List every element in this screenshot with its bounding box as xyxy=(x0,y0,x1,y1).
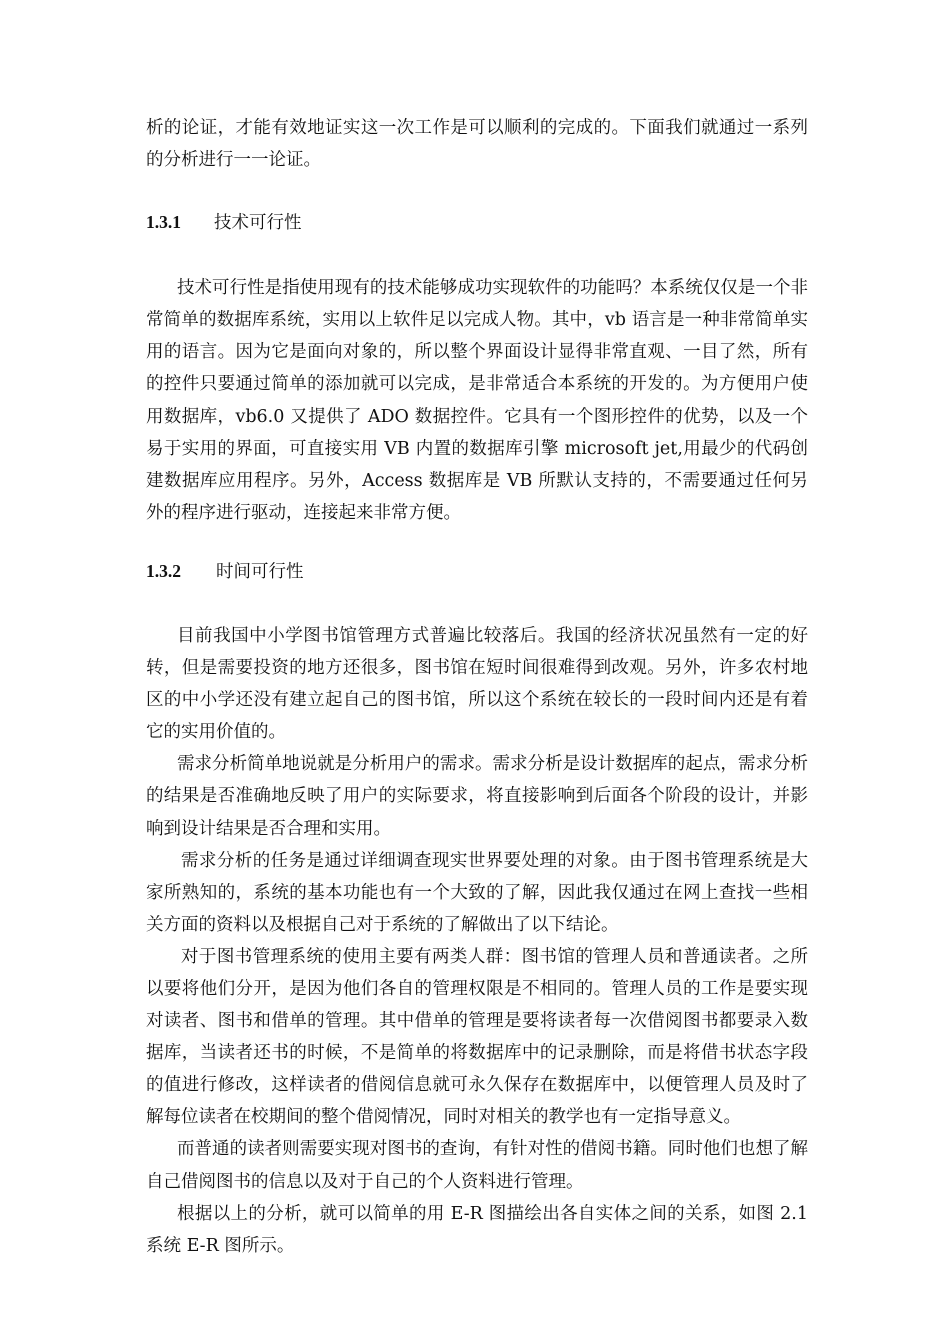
er-diagram-paragraph: 根据以上的分析，就可以简单的用 E-R 图描绘出各自实体之间的关系，如图 2.1 系统 E-R 图所示。 xyxy=(146,1203,808,1256)
document-page xyxy=(146,112,808,1262)
section-number: 1.3.2 xyxy=(146,560,181,581)
section-title: 技术可行性 xyxy=(214,213,302,234)
user-groups-paragraph: 对于图书管理系统的使用主要有两类人群：图书馆的管理人员和普通读者。之所以要将他们分开，是因为他们各自的管理权限是不相同的。管理人员的工作是要实现对读者、图书和借单的管理。其中借单的管理是要将读者每一次借阅图书都要录入数据库，当读者还书的时候，不是简单的将数据库中的记录删除，而是将借书状态字段的值进行修改，这样读者的借阅信息就可永久保存在数据库中，以便管理人员及时了解每位读者在校期间的整个借阅情况，同时对相关的教学也有一定指导意义。 xyxy=(146,946,808,1128)
section-title: 时间可行性 xyxy=(216,561,304,582)
reader-needs-paragraph: 而普通的读者则需要实现对图书的查询，有针对性的借阅书籍。同时他们也想了解自己借阅图书的信息以及对于自己的个人资料进行管理。 xyxy=(146,1139,808,1192)
technical-feasibility-paragraph: 技术可行性是指使用现有的技术能够成功实现软件的功能吗？本系统仅仅是一个非常简单的数据库系统，实用以上软件足以完成人物。其中，vb 语言是一种非常简单实用的语言。因为它是面向对象的，所以整个界面设计显得非常直观、一目了然，所有的控件只要通过简单的添加就可以完成，是非常适合本系统的开发的。为方便用户使用数据库，vb6.0 又提供了 ADO 数据控件。它具有一个图形控件的优势，以及一个易于实用的界面，可直接实用 VB 内置的数据库引擎 microsoft jet,用最少的代码创建数据库应用程序。另外，Access 数据库是 VB 所默认支持的，不需要通过任何另外的程序进行驱动，连接起来非常方便。 xyxy=(146,278,808,523)
requirements-task-paragraph: 需求分析的任务是通过详细调查现实世界要处理的对象。由于图书管理系统是大家所熟知的，系统的基本功能也有一个大致的了解，因此我仅通过在网上查找一些相关方面的资料以及根据自己对于系统的了解做出了以下结论。 xyxy=(146,850,808,935)
requirements-analysis-paragraph: 需求分析简单地说就是分析用户的需求。需求分析是设计数据库的起点，需求分析的结果是否准确地反映了用户的实际要求，将直接影响到后面各个阶段的设计，并影响到设计结果是否合理和实用。 xyxy=(146,754,808,839)
section-number: 1.3.1 xyxy=(146,212,181,233)
section-heading-1-3-1 xyxy=(146,206,808,239)
section-heading-1-3-2 xyxy=(146,555,808,588)
intro-paragraph: 析的论证，才能有效地证实这一次工作是可以顺利的完成的。下面我们就通过一系列的分析进行一一论证。 xyxy=(146,118,808,171)
time-feasibility-paragraph: 目前我国中小学图书馆管理方式普遍比较落后。我国的经济状况虽然有一定的好转，但是需要投资的地方还很多，图书馆在短时间很难得到改观。另外，许多农村地区的中小学还没有建立起自己的图书馆，所以这个系统在较长的一段时间内还是有着它的实用价值的。 xyxy=(146,625,808,743)
